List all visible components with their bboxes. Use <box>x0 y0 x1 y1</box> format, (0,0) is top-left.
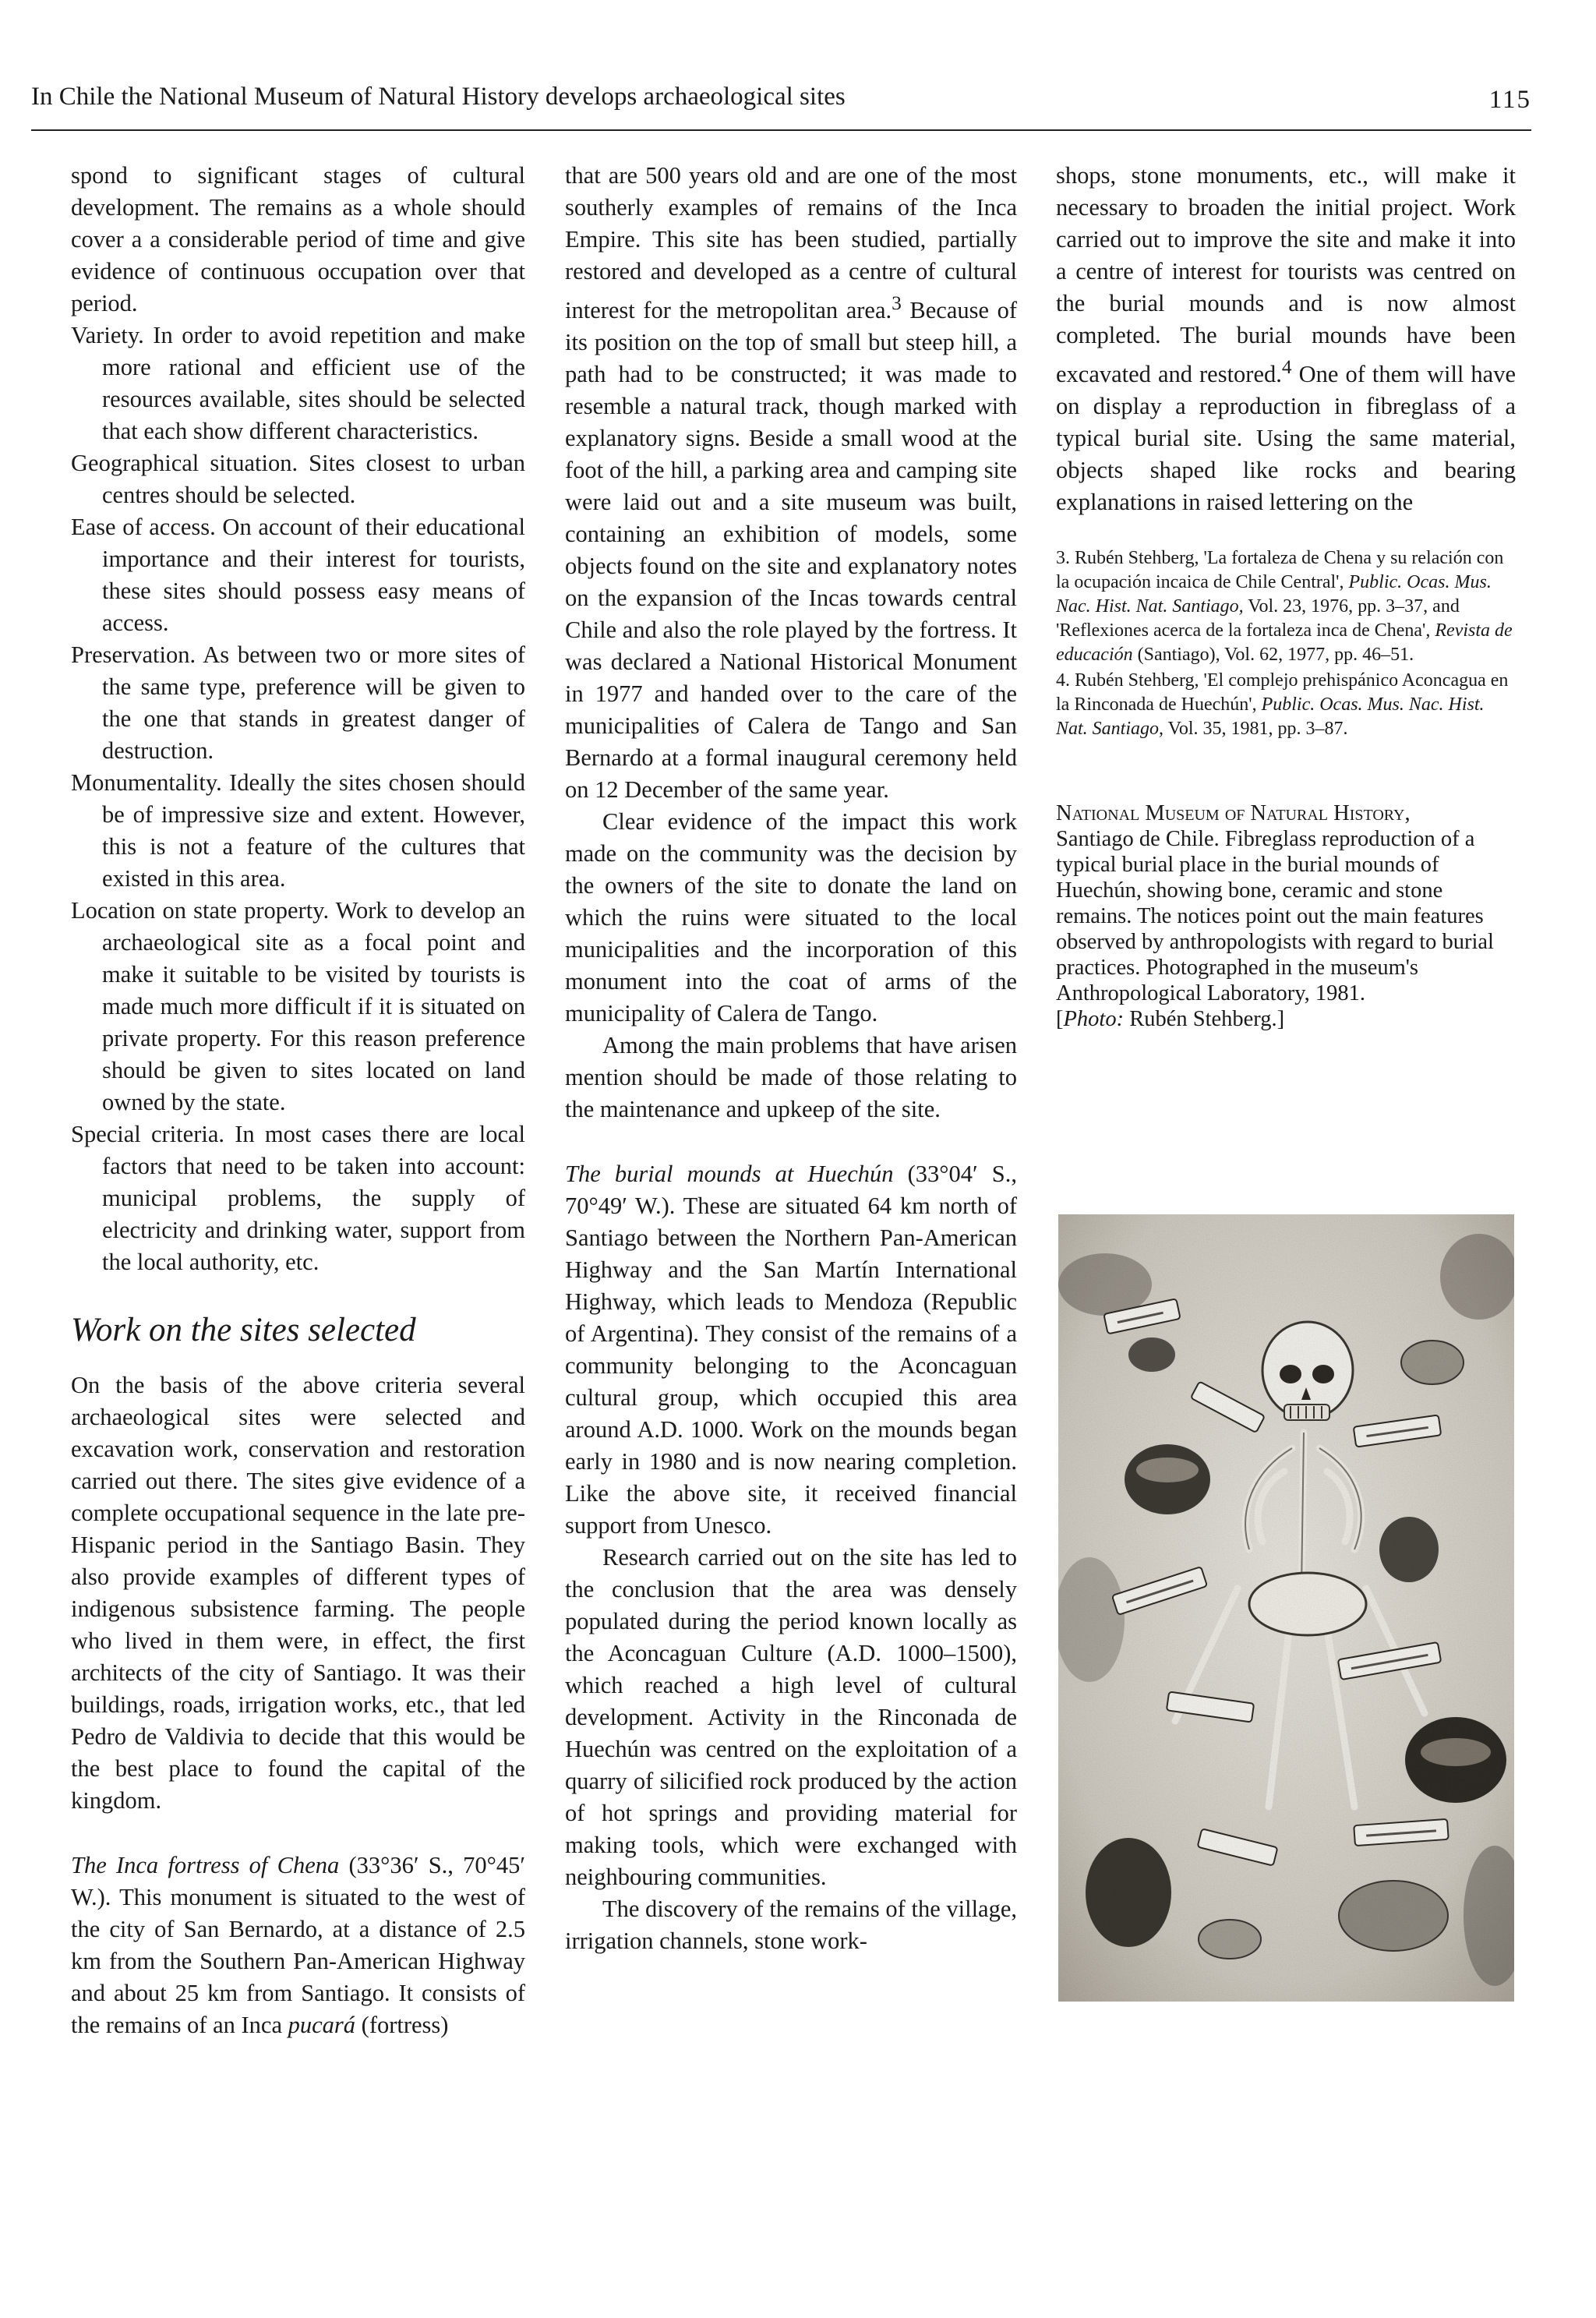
criterion-access: Ease of access. On account of their educational importance and their interest for tourists, these sites should possess easy means of access. <box>71 514 525 636</box>
footnote-4-part-a: 4. Rubén Stehberg, 'El complejo prehispánico Aconcagua en la Rinconada de Huechún', <box>1056 670 1509 716</box>
paragraph-intro: spond to significant stages of cultural development. The remains as a whole should cover a a considerable period of time and give evidence of continuous occupation over that period. <box>71 162 525 316</box>
footnote-3 <box>1056 546 1516 667</box>
paragraph-huechun <box>565 1158 1017 1542</box>
paragraph-chena <box>71 1850 525 2041</box>
pucara-term: pucará <box>288 2012 356 2038</box>
page-number: 115 <box>1488 86 1531 114</box>
caption-body: Santiago de Chile. Fibreglass reproduction of a typical burial place in the burial mounds of Huechún, showing bone, ceramic and stone remains. The notices point out the main features observed by anthropologists with regard to burial practices. Photographed in the museum's Anthropological Laboratory, 1981. <box>1056 827 1494 1006</box>
running-title: In Chile the National Museum of Natural History develops archaeological sites <box>31 83 846 111</box>
criterion-monumentality: Monumentality. Ideally the sites chosen should be of impressive size and extent. However, this is not a feature of the cultures that existed in this area. <box>71 769 525 892</box>
footnote-ref-4: 4 <box>1281 356 1292 378</box>
criterion-special: Special criteria. In most cases there are local factors that need to be taken into account: municipal problems, the supply of electricity and drinking water, support from the local authority, etc. <box>71 1121 525 1275</box>
caption-credit: [Photo: Rubén Stehberg.] <box>1056 1007 1285 1032</box>
burial-photograph <box>1058 1214 1514 2002</box>
running-header <box>31 72 1531 131</box>
paragraph-research: Research carried out on the site has led to the conclusion that the area was densely populated during the period known locally as the Aconcaguan Culture (A.D. 1000–1500), which reached a high level of cultural development. Activity in the Rinconada de Huechún was centred on the exploitation of a quarry of silicified rock produced by the action of hot springs and providing material for making tools, which were exchanged with neighbouring communities. <box>565 1544 1017 1891</box>
footnote-3-part-a: 3. Rubén Stehberg, 'La fortaleza de Chena y su relación con la ocupación incaica de Chile Central', <box>1056 548 1504 593</box>
huechun-site-title: The burial mounds at Huechún <box>565 1161 894 1188</box>
chena-cont-text: that are 500 years old and are one of the most southerly examples of remains of the Inca Empire. This site has been studied, partially restored and developed as a centre of cultural interest for the metropolitan area. <box>565 162 1017 324</box>
footnote-4-part-c: Vol. 35, 1981, pp. 3–87. <box>1163 719 1348 740</box>
criterion-preservation: Preservation. As between two or more sites of the same type, preference will be given to the one that stands in greatest danger of destruction. <box>71 641 525 764</box>
paragraph-workshops <box>1056 160 1516 518</box>
burial-photograph-image <box>1058 1214 1514 2002</box>
huechun-text: (33°04′ S., 70°49′ W.). These are situated 64 km north of Santiago between the Northern Pan-American Highway and the San Martín International Highway, which leads to Mendoza (Republic of Argentina). They consist of the remains of a community belonging to the Aconcaguan cultural group, which occupied this area around A.D. 1000. Work on the mounds began early in 1980 and is now nearing completion. Like the above site, it received financial support from Unesco. <box>565 1161 1017 1539</box>
chena-site-title: The Inca fortress of Chena <box>71 1852 340 1878</box>
caption-credit-label: Photo: <box>1063 1007 1125 1032</box>
footnote-3-part-e: (Santiago), Vol. 62, 1977, pp. 46–51. <box>1132 645 1414 666</box>
footnotes <box>1056 546 1516 741</box>
column-2 <box>565 160 1017 1957</box>
skull-icon <box>1262 1322 1353 1420</box>
paragraph-problems: Among the main problems that have arisen mention should be made of those relating to the maintenance and upkeep of the site. <box>565 1032 1017 1123</box>
workshops-text: shops, stone monuments, etc., will make it necessary to broaden the initial project. Work carried out to improve the site and make it into a centre of interest for tourists was centred on the burial mounds and is now almost completed. The burial mounds have been excavated and restored. <box>1056 162 1516 388</box>
column-1 <box>71 160 525 2041</box>
footnote-3-journal: Public. Ocas. Mus. Nac. Hist. Nat. Santiago, <box>1056 572 1492 617</box>
photo-caption <box>1056 800 1516 1032</box>
criterion-variety: Variety. In order to avoid repetition and make more rational and efficient use of the resources available, sites should be selected that each show different characteristics. <box>71 322 525 444</box>
footnote-3-part-c: Vol. 23, 1976, pp. 3–37, and 'Reflexiones acerca de la fortaleza inca de Chena', <box>1056 596 1460 641</box>
footnote-ref-3: 3 <box>892 292 902 314</box>
caption-institution: National Museum of Natural History, <box>1056 801 1411 826</box>
chena-end: (fortress) <box>355 2012 449 2038</box>
workshops-text-2: One of them will have on display a reproduction in fibreglass of a typical burial site. Using the same material, objects shaped like rocks and bearing explanations in raised lettering on the <box>1056 361 1517 516</box>
paragraph-discovery: The discovery of the remains of the village, irrigation channels, stone work- <box>565 1896 1017 1955</box>
criterion-state-property: Location on state property. Work to develop an archaeological site as a focal point and make it suitable to be visited by tourists is made much more difficult if it is situated on private property. For this reason preference should be given to sites located on land owned by the state. <box>71 897 525 1115</box>
footnote-3-journal-2: Revista de educación <box>1056 620 1513 666</box>
criterion-geography: Geographical situation. Sites closest to urban centres should be selected. <box>71 450 525 508</box>
caption-credit-name: Rubén Stehberg. <box>1124 1007 1277 1032</box>
column-3 <box>1056 160 1516 1032</box>
paragraph-basis: On the basis of the above criteria several archaeological sites were selected and excavation work, conservation and restoration carried out there. The sites give evidence of a complete occupational sequence in the late pre-Hispanic period in the Santiago Basin. They also provide examples of different types of indigenous subsistence farming. The people who lived in them were, in effect, the first architects of the city of Santiago. It was their buildings, roads, irrigation works, etc., that led Pedro de Valdivia to decide that this would be the best place to found the capital of the kingdom. <box>71 1372 525 1814</box>
section-heading: Work on the sites selected <box>71 1312 416 1348</box>
chena-cont-text-2: Because of its position on the top of small but steep hill, a path had to be constructed; it was made to resemble a natural track, though marked with explanatory signs. Beside a small wood at the foot of the hill, a parking area and camping site were laid out and a site museum was built, containing an exhibition of models, some objects found on the site and explanatory notes on the expansion of the Incas towards central Chile and also the role played by the fortress. It was declared a National Historical Monument in 1977 and handed over to the care of the municipalities of Calera de Tango and San Bernardo at a formal inaugural ceremony held on 12 December of the same year. <box>565 297 1017 804</box>
paragraph-community: Clear evidence of the impact this work made on the community was the decision by the owners of the site to donate the land on which the ruins were situated to the local municipalities and the incorporation of this monument into the coat of arms of the municipality of Calera de Tango. <box>565 808 1017 1027</box>
footnote-4 <box>1056 669 1516 741</box>
footnote-4-journal: Public. Ocas. Mus. Nac. Hist. Nat. Santiago, <box>1056 694 1485 740</box>
paragraph-chena-continued <box>565 160 1017 806</box>
chena-text: (33°36′ S., 70°45′ W.). This monument is situated to the west of the city of San Bernardo, at a distance of 2.5 km from the Southern Pan-American Highway and about 25 km from Santiago. It consists of the remains of an Inca <box>71 1852 526 2038</box>
